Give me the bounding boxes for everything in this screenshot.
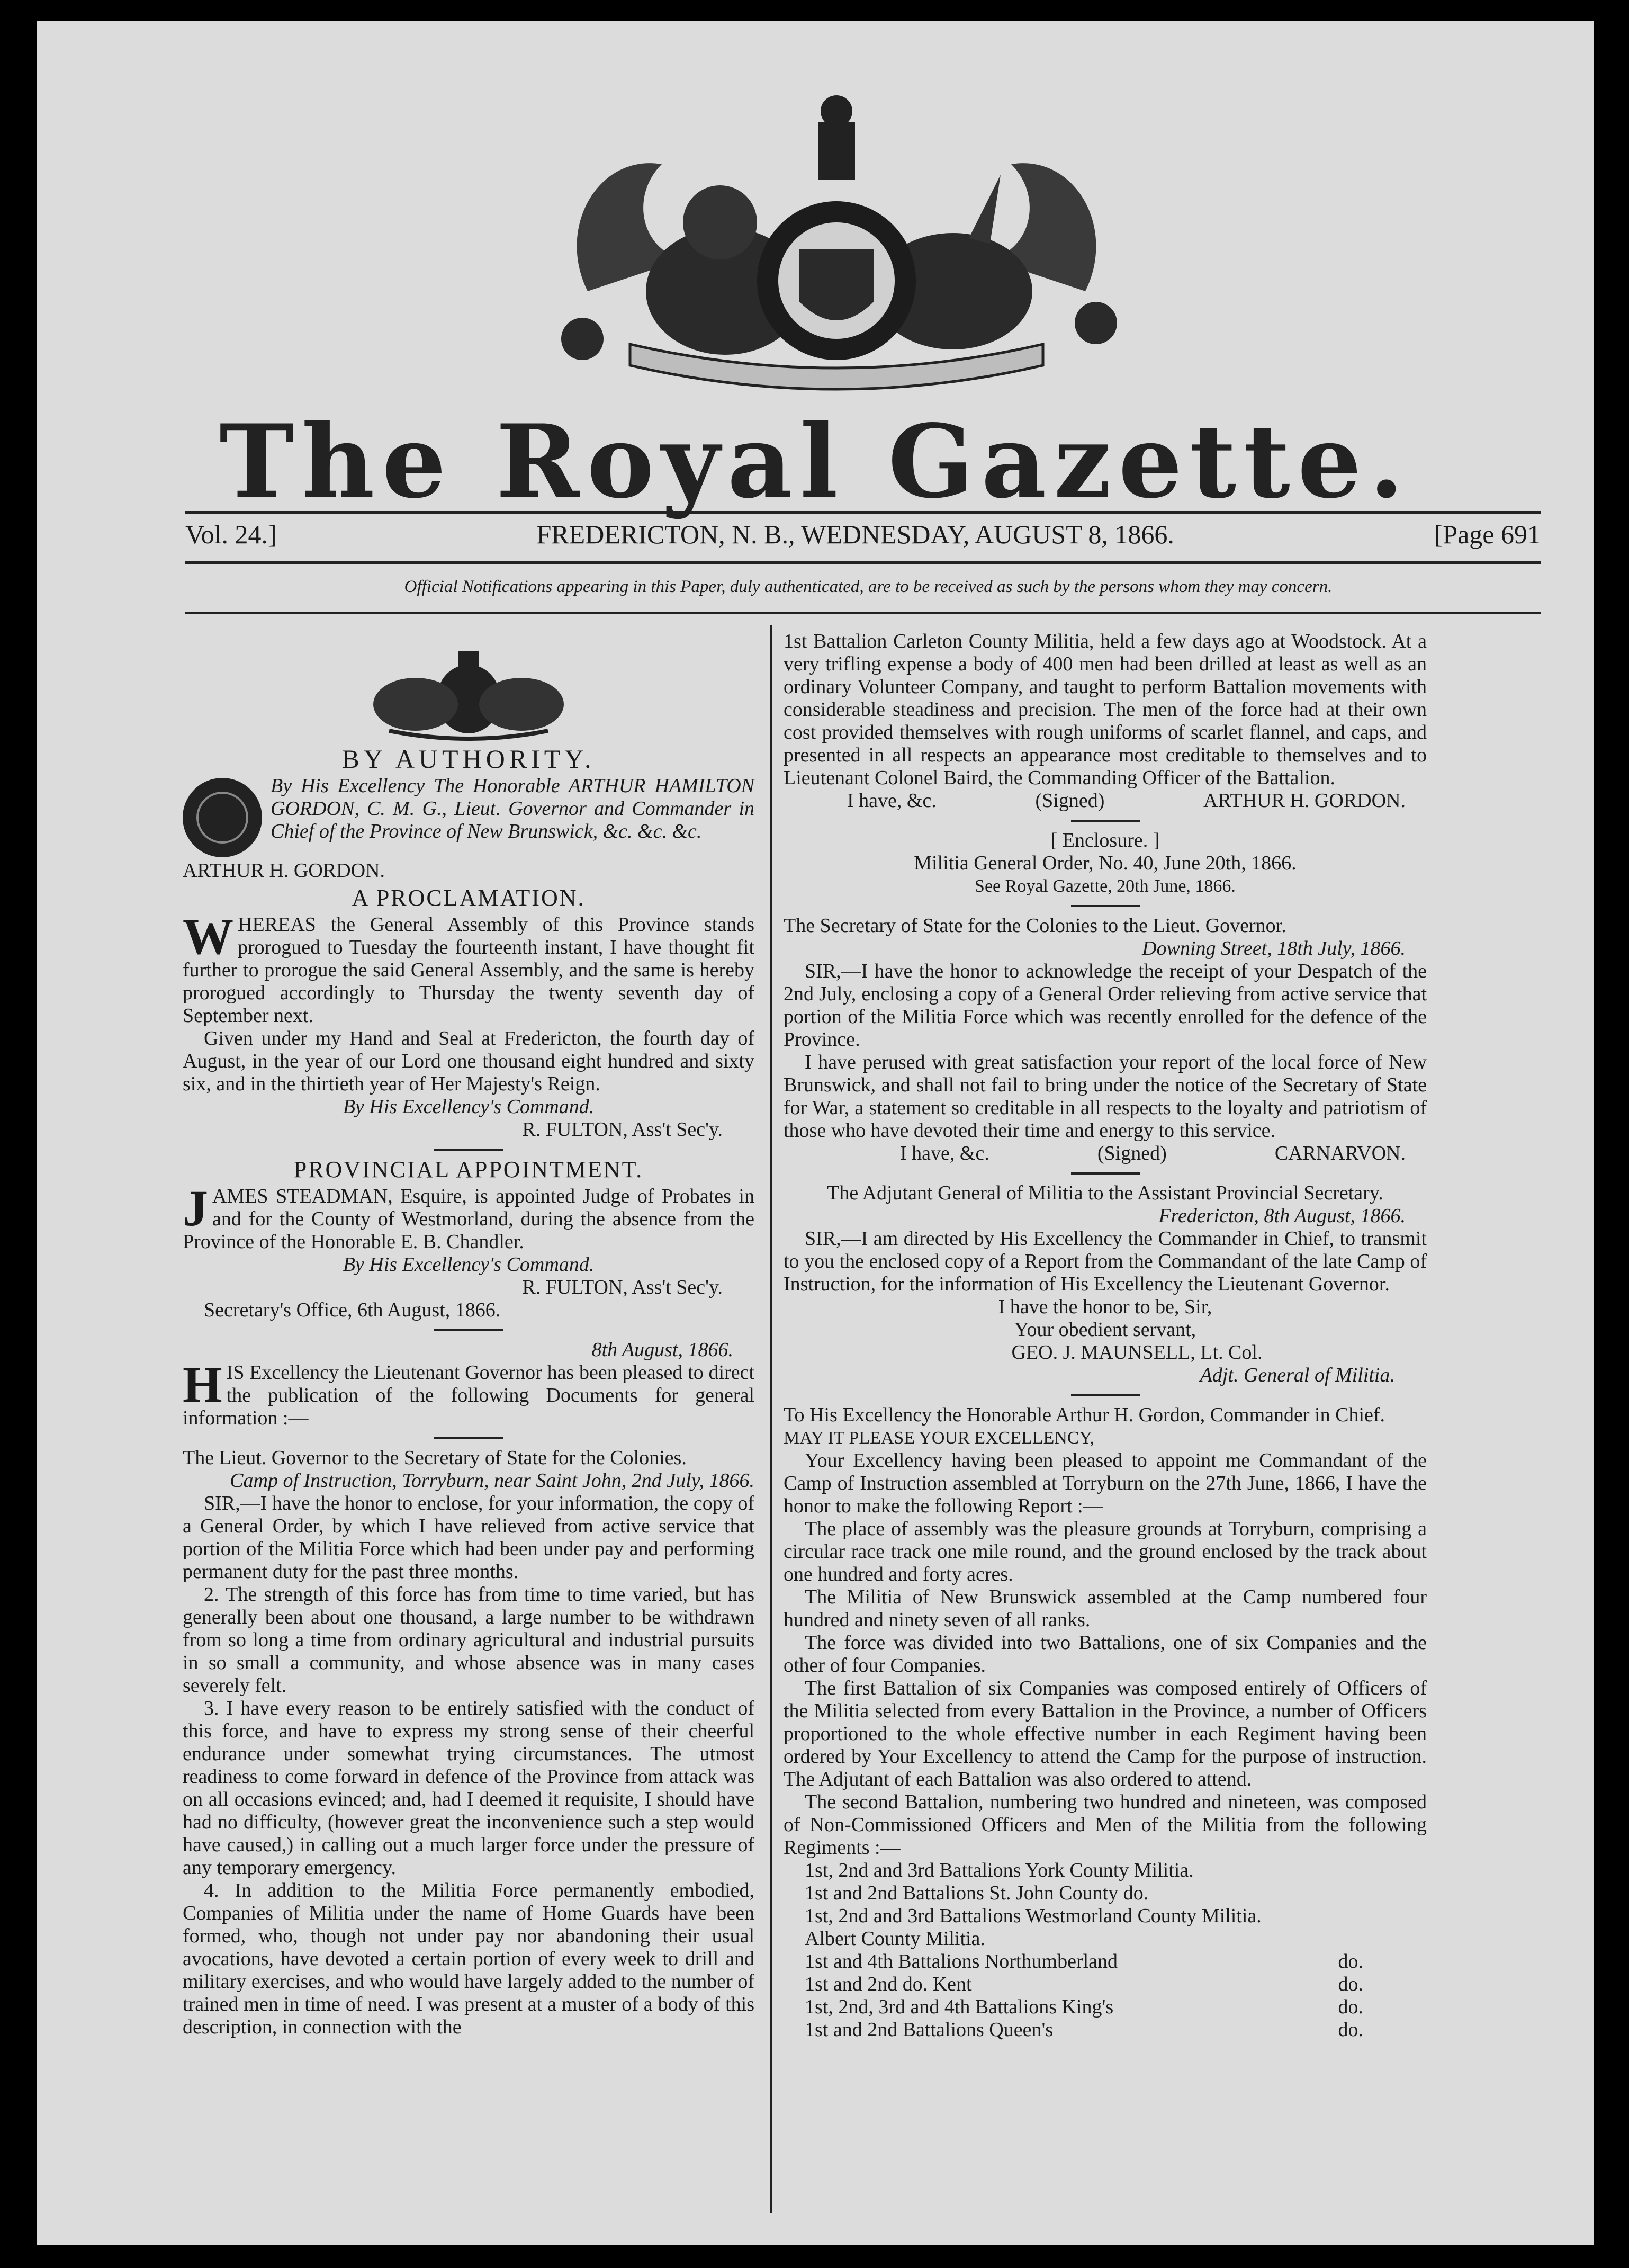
official-notice: Official Notifications appearing in this Paper, duly authenticated, are to be received as such by the persons whom they may concern. bbox=[404, 577, 1333, 596]
paragraph: SIR,—I have the honor to enclose, for your information, the copy of a General Order, by which I have relieved from active service that portion of the Militia Force which had been under pay and performing permanent duty for the past three months. bbox=[183, 1492, 754, 1583]
publication-text: IS Excellency the Lieutenant Governor has been pleased to direct the publication of the following Documents for general information :— bbox=[183, 1361, 754, 1429]
proclamation-intro bbox=[183, 775, 754, 882]
maunsell-title: Adjt. General of Militia. bbox=[1200, 1364, 1395, 1386]
sign-name: CARNARVON. bbox=[1274, 1142, 1406, 1164]
proclamation-text: HEREAS the General Assembly of this Province stands prorogued to Tuesday the fourteenth instant, I have thought fit further to prorogue the said General Assembly, and the same is hereby prorogued accordingly to Thursday the twenty seventh day of September next. bbox=[183, 913, 754, 1027]
enclosure-label: [ Enclosure. ] bbox=[1050, 829, 1160, 851]
section-separator bbox=[434, 1329, 503, 1331]
column-divider bbox=[770, 625, 772, 2213]
paragraph: The force was divided into two Battalions, one of six Companies and the other of four Companies. bbox=[784, 1631, 1427, 1677]
by-command: By His Excellency's Command. bbox=[343, 1253, 595, 1276]
dateline-rule bbox=[185, 561, 1541, 564]
letter-heading: The Secretary of State for the Colonies to the Lieut. Governor. bbox=[784, 915, 1286, 937]
document-date: 8th August, 1866. bbox=[591, 1339, 733, 1361]
given-under-hand: Given under my Hand and Seal at Fredericton, the fourth day of August, in the year of our Lord one thousand eight hundred and sixty six, and in the thirtieth year of Her Majesty's Reign. bbox=[183, 1027, 754, 1095]
page-number: [Page 691 bbox=[1434, 519, 1541, 549]
section-separator bbox=[1071, 820, 1140, 822]
paragraph: The second Battalion, numbering two hundred and nineteen, was composed of Non-Commissioned Officers and Men of the Militia from the following Regiments :— bbox=[784, 1791, 1427, 1859]
sign-have: I have, &c. bbox=[900, 1142, 989, 1164]
signature-line bbox=[784, 790, 1427, 812]
drop-cap: W bbox=[183, 908, 233, 965]
fulton-signature: R. FULTON, Ass't Sec'y. bbox=[522, 1276, 723, 1298]
section-separator bbox=[1071, 905, 1140, 907]
letter-heading: The Lieut. Governor to the Secretary of State for the Colonies. bbox=[183, 1447, 687, 1469]
maunsell-signature: GEO. J. MAUNSELL, Lt. Col. bbox=[1011, 1341, 1263, 1364]
closing-obedient: Your obedient servant, bbox=[1014, 1319, 1196, 1341]
appointment-text: AMES STEADMAN, Esquire, is appointed Judge of Probates in and for the County of Westmorland, during the absence from the Province of the Honorable E. B. Chandler. bbox=[183, 1185, 754, 1253]
column-left bbox=[183, 630, 754, 2039]
by-authority-heading: BY AUTHORITY. bbox=[341, 744, 596, 774]
list-item: 1st, 2nd, 3rd and 4th Battalions King's do. bbox=[805, 1996, 1363, 2018]
paragraph: The place of assembly was the pleasure grounds at Torryburn, comprising a circular race track one mile round, and the ground enclosed by the track about one hundred and forty acres. bbox=[784, 1518, 1427, 1585]
general-order: Militia General Order, No. 40, June 20th, 1866. bbox=[914, 852, 1297, 874]
paragraph: 2. The strength of this force has from time to time varied, but has generally been about one thousand, a large number to be withdrawn from so long a time from ordinary agricultural and industrial pursuits in so small a community, and whose absence was in many cases severely felt. bbox=[183, 1583, 754, 1697]
paragraph: SIR,—I am directed by His Excellency the Commander in Chief, to transmit to you the enclosed copy of a Report from the Commandant of the late Camp of Instruction, for the information of His Excellency the Lieutenant Governor. bbox=[784, 1227, 1427, 1295]
paragraph: I have perused with great satisfaction your report of the local force of New Brunswick, and shall not fail to bring under the notice of the Secretary of State for War, a statement so creditable in all respects to the loyalty and patriotism of those who have devoted their time and energy to this service. bbox=[784, 1051, 1427, 1142]
list-item: 1st and 4th Battalions Northumberland do. bbox=[805, 1950, 1363, 1973]
official-seal bbox=[183, 778, 262, 857]
letter-heading: The Adjutant General of Militia to the Assistant Provincial Secretary. bbox=[827, 1182, 1383, 1204]
office-date: Secretary's Office, 6th August, 1866. bbox=[204, 1299, 501, 1321]
publication-notice bbox=[183, 1356, 754, 1430]
notice-rule bbox=[185, 612, 1541, 614]
signer-name: ARTHUR H. GORDON. bbox=[183, 859, 385, 882]
paragraph: The first Battalion of six Companies was composed entirely of Officers of the Militia selected from every Battalion in the Province, a number of Officers proportioned to the whole effective number in each Regiment having been ordered by Your Excellency to attend the Camp for the purpose of instruction. The Adjutant of each Battalion was also ordered to attend. bbox=[784, 1677, 1427, 1790]
section-separator bbox=[434, 1437, 503, 1439]
masthead-rule bbox=[185, 511, 1541, 514]
sign-have: I have, &c. bbox=[847, 790, 937, 812]
list-item: 1st and 2nd Battalions St. John County do. bbox=[805, 1882, 1149, 1904]
proclamation-heading: A PROCLAMATION. bbox=[352, 885, 586, 911]
list-item: 1st and 2nd do. Kent do. bbox=[805, 1973, 1363, 1995]
royal-coat-of-arms bbox=[524, 90, 1149, 413]
appointment-heading: PROVINCIAL APPOINTMENT. bbox=[293, 1157, 644, 1182]
gazette-page bbox=[37, 21, 1594, 2245]
proclaimer-text: By His Excellency The Honorable ARTHUR HAMILTON GORDON, C. M. G., Lieut. Governor and Commander in Chief of the Province of New Brunswick, &c. &c. &c. bbox=[271, 775, 754, 842]
paragraph: The Militia of New Brunswick assembled at the Camp numbered four hundred and ninety seven of all ranks. bbox=[784, 1586, 1427, 1631]
drop-cap: H bbox=[183, 1356, 222, 1413]
paragraph: SIR,—I have the honor to acknowledge the receipt of your Despatch of the 2nd July, enclosing a copy of a General Order relieving from active service that portion of the Militia Force which was recently enrolled for the defence of the Province. bbox=[784, 960, 1427, 1051]
small-coat-of-arms bbox=[357, 641, 580, 741]
masthead-title: The Royal Gazette. bbox=[219, 402, 1411, 521]
camp-line: Camp of Instruction, Torryburn, near Saint John, 2nd July, 1866. bbox=[230, 1469, 754, 1492]
paragraph: 1st Battalion Carleton County Militia, held a few days ago at Woodstock. At a very trifling expense a body of 400 men had been drilled at least as well as an ordinary Volunteer Company, and taught to perform Battalion movements with considerable steadiness and precision. The men of the force had at their own cost provided themselves with rough uniforms of scarlet flannel, and caps, and presented in all respects an appearance most creditable to themselves and to Lieutenant Colonel Baird, the Commanding Officer of the Battalion. bbox=[784, 630, 1427, 789]
see-reference: See Royal Gazette, 20th June, 1866. bbox=[975, 876, 1236, 896]
fredericton-date: Fredericton, 8th August, 1866. bbox=[1158, 1205, 1406, 1227]
list-item: 1st, 2nd and 3rd Battalions Westmorland County Militia. bbox=[805, 1905, 1262, 1927]
column-right bbox=[784, 630, 1427, 2041]
sign-signed: (Signed) bbox=[1035, 790, 1105, 812]
regiment-list bbox=[784, 1859, 1427, 2041]
by-command: By His Excellency's Command. bbox=[343, 1096, 595, 1118]
appointment-body bbox=[183, 1180, 754, 1253]
list-item: 1st, 2nd and 3rd Battalions York County Militia. bbox=[805, 1859, 1194, 1881]
list-item: Albert County Militia. bbox=[805, 1928, 985, 1950]
sign-signed: (Signed) bbox=[1097, 1142, 1167, 1164]
section-separator bbox=[1071, 1394, 1140, 1396]
salutation: MAY IT PLEASE YOUR EXCELLENCY, bbox=[784, 1428, 1095, 1448]
paragraph: 4. In addition to the Militia Force permanently embodied, Companies of Militia under the name of Home Guards have been formed, who, though not under pay nor abandoning their usual avocations, have devoted a certain portion of every week to drill and military exercises, and who would have largely added to the number of trained men in time of need. I was present at a muster of a body of this description, in connection with the bbox=[183, 1879, 754, 2038]
volume-number: Vol. 24.] bbox=[185, 519, 277, 549]
proclamation-body bbox=[183, 908, 754, 1027]
paragraph: 3. I have every reason to be entirely satisfied with the conduct of this force, and have to express my strong sense of their cheerful endurance under somewhat trying circumstances. The utmost readiness to come forward in defence of the Province from attack was on all occasions evinced; and, had I deemed it requisite, I should have had no difficulty, (however great the inconvenience such a step would have caused,) in calling out a much larger force under the pressure of any temporary emergency. bbox=[183, 1697, 754, 1879]
list-item: 1st and 2nd Battalions Queen's do. bbox=[805, 2019, 1363, 2041]
section-separator bbox=[434, 1149, 503, 1151]
downing-street-date: Downing Street, 18th July, 1866. bbox=[1142, 937, 1406, 960]
letter-heading: To His Excellency the Honorable Arthur H. Gordon, Commander in Chief. bbox=[784, 1404, 1385, 1426]
place-date: FREDERICTON, N. B., WEDNESDAY, AUGUST 8, 1866. bbox=[536, 519, 1174, 549]
signature-line bbox=[784, 1142, 1427, 1165]
drop-cap: J bbox=[183, 1180, 208, 1236]
section-separator bbox=[1071, 1172, 1140, 1175]
closing-honor: I have the honor to be, Sir, bbox=[998, 1296, 1212, 1318]
paragraph: Your Excellency having been pleased to appoint me Commandant of the Camp of Instruction assembled at Torryburn on the 27th June, 1866, I have the honor to make the following Report :— bbox=[784, 1449, 1427, 1517]
dateline bbox=[185, 519, 1541, 550]
fulton-signature: R. FULTON, Ass't Sec'y. bbox=[522, 1118, 723, 1141]
sign-name: ARTHUR H. GORDON. bbox=[1203, 790, 1406, 812]
